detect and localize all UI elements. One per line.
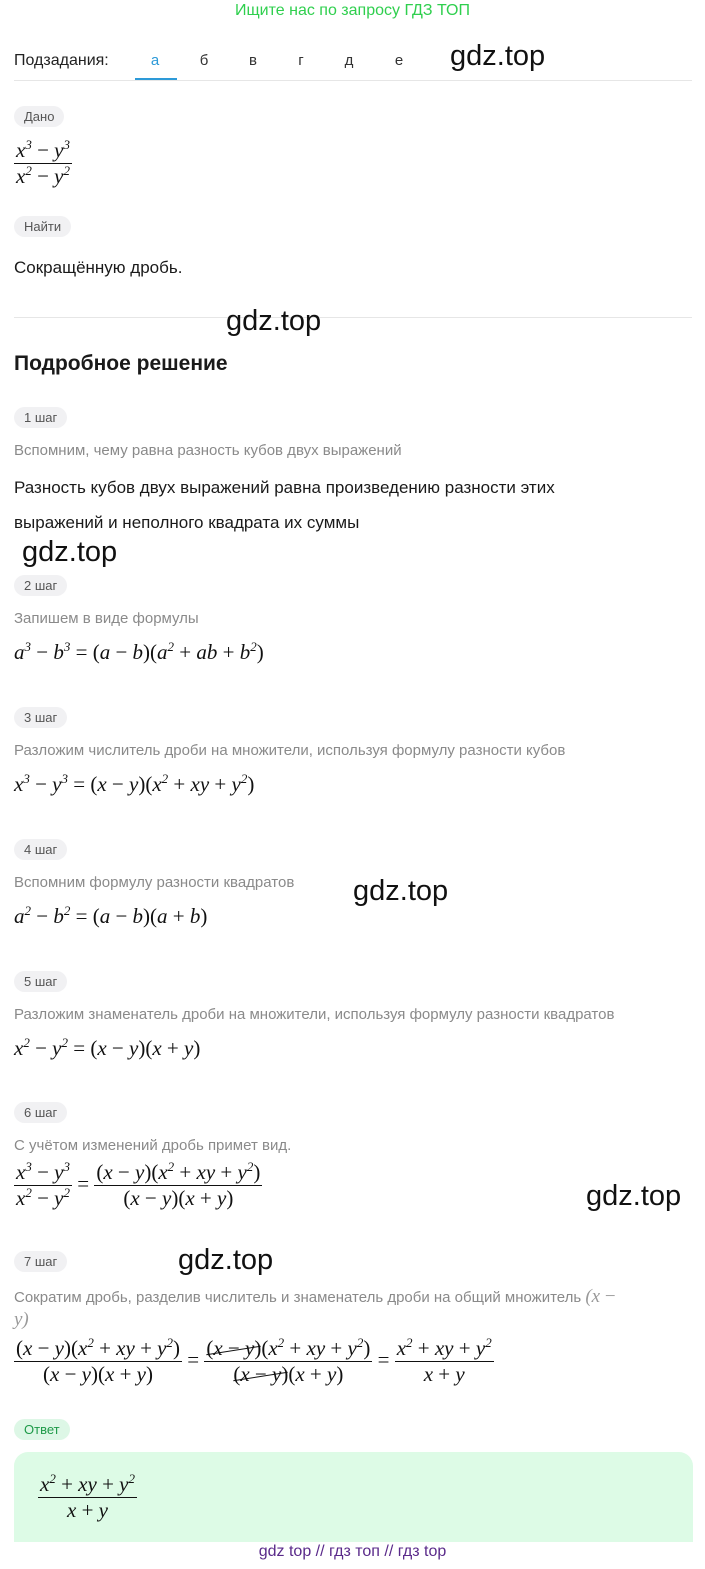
step-4-pill: 4 шаг — [14, 839, 67, 860]
step-2-formula: $a^3 - b^3 = (a - b)(a^2$ + ab + $b^2$) — [14, 639, 264, 664]
step-4-formula: $a^2 - b^2 = (a - b)(a + b)$ — [14, 903, 208, 928]
step-6-formula: $\frac{x^3 - y^3}{x^2 - y^2}$ = $\frac{(x - y)(x^2 + xy + y^2)}{(x - y)(x + y)}$ — [16, 1159, 261, 1210]
footer-link-gdz-top-ru[interactable]: гдз топ — [329, 1543, 380, 1560]
watermark: gdz.top — [226, 305, 322, 337]
watermark: gdz.top — [178, 1244, 274, 1276]
tab-v[interactable]: в — [249, 52, 257, 69]
tab-e[interactable]: е — [394, 52, 404, 69]
given-pill: Дано — [14, 106, 64, 127]
top-banner[interactable]: Ищите нас по запросу ГДЗ ТОП — [235, 2, 470, 19]
step-3-hint: Разложим числитель дроби на множители, используя формулу разности кубов — [14, 742, 566, 759]
footer-separator: // — [315, 1543, 325, 1560]
watermark: gdz.top — [450, 40, 546, 72]
step-5-formula: $x^2 - y^2 = (x - y)(x + y)$ — [14, 1035, 201, 1060]
step-4-hint: Вспомним формулу разности квадратов — [14, 874, 295, 891]
step-1-hint: Вспомним, чему равна разность кубов двух выражений — [14, 442, 402, 459]
step-6-pill: 6 шаг — [14, 1102, 67, 1123]
find-pill: Найти — [14, 216, 71, 237]
step-7-pill: 7 шаг — [14, 1251, 67, 1272]
step-5-pill: 5 шаг — [14, 971, 67, 992]
subtasks-label: Подзадания: — [14, 52, 109, 69]
step-7-hint: Сократим дробь, разделив числитель и знаменатель дроби на общий множитель (x − y) — [14, 1286, 616, 1330]
tab-b[interactable]: б — [199, 52, 209, 69]
find-text: Сокращённую дробь. — [14, 258, 183, 277]
watermark: gdz.top — [353, 875, 449, 907]
step-1-text-line1: Разность кубов двух выражений равна произведению разности этих — [14, 478, 555, 497]
footer-links — [0, 1543, 705, 1561]
footer-separator: // — [384, 1543, 394, 1560]
tab-g[interactable]: г — [298, 52, 304, 69]
step-2-pill: 2 шаг — [14, 575, 67, 596]
footer-link-gdz-top-mixed[interactable]: гдз top — [397, 1543, 447, 1560]
watermark: gdz.top — [22, 536, 118, 568]
step-3-formula: $x^3 - y^3 = (x - y)(x^2$ + xy + $y^2$) — [14, 771, 255, 796]
footer-link-gdz-top[interactable]: gdz top — [258, 1543, 312, 1560]
step-6-hint: С учётом изменений дробь примет вид. — [14, 1137, 292, 1154]
step-3-pill: 3 шаг — [14, 707, 67, 728]
answer-pill: Ответ — [14, 1419, 70, 1440]
given-expression: $\frac{x^3 - y^3}{x^2 - y^2}$ — [16, 137, 70, 188]
answer-formula: $\frac{x^2 + xy + y^2}{x + y}$ — [40, 1471, 135, 1522]
solution-title: Подробное решение — [14, 352, 228, 375]
step-7-formula: $\frac{(x - y)(x^2 + xy + y^2)}{(x - y)(x + y)}$ = $\frac{(x - y)(x^2 + xy + y^2)}{(x - y)(x + y)}$ = $\frac{x^2 + xy + y^2}{x + y}$ — [16, 1335, 492, 1386]
step-2-hint: Запишем в виде формулы — [14, 610, 199, 627]
watermark: gdz.top — [586, 1180, 682, 1212]
step-1-text-line2: выражений и неполного квадрата их суммы — [14, 513, 360, 532]
tab-d[interactable]: д — [344, 52, 354, 69]
tab-a[interactable]: а — [150, 52, 160, 69]
step-5-hint: Разложим знаменатель дроби на множители, используя формулу разности квадратов — [14, 1006, 615, 1023]
section-divider — [14, 317, 692, 318]
step-1-pill: 1 шаг — [14, 407, 67, 428]
tabs-divider — [14, 80, 692, 81]
